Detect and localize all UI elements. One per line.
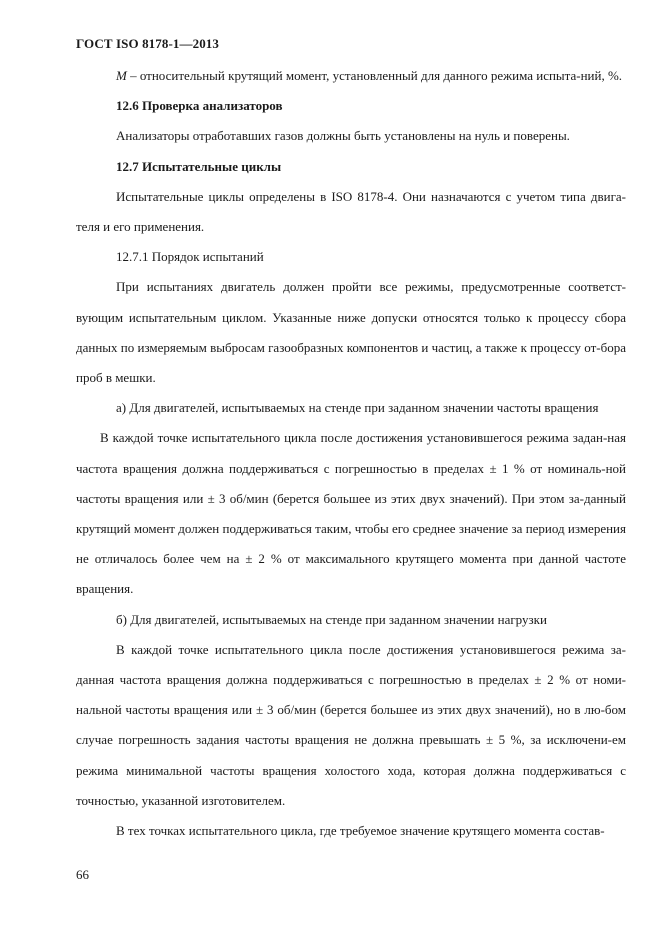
symbol-definition-text: – относительный крутящий момент, установленный для данного режима испыта-ний, %. [126,68,623,83]
page-number: 66 [76,867,89,882]
section-heading-12-6: 12.6 Проверка анализаторов [116,98,283,114]
document-body [76,61,626,846]
analyzer-check-paragraph: Анализаторы отработавших газов должны быть установлены на нуль и поверены. [116,128,570,144]
torque-points-paragraph: В тех точках испытательного цикла, где требуемое значение крутящего момента состав- [116,823,605,839]
item-a-paragraph: а) Для двигателей, испытываемых на стенде при заданном значении частоты вращения [116,400,599,416]
test-procedure-paragraph: При испытаниях двигатель должен пройти все режимы, предусмотренные соответст-вующим испытательным циклом. Указанные ниже допуски относятся только к процессу сбора данных по измеряемым выбросам газообразных компонентов и частиц, а также к процессу от-бора проб в мешки. [76,279,626,386]
load-tolerance-paragraph: В каждой точке испытательного цикла после достижения установившегося режима за-данная частота вращения должна поддерживаться с погрешностью в пределах ± 2 % от номи-нальной частоты вращения или ± 3 об/мин (берется большее из этих двух значений), но в лю-бом случае погрешность задания частоты вращения не должна превышать ± 5 %, за исключени-ем режима минимальной частоты вращения холостого хода, которая должна поддерживаться с точностью, указанной изготовителем. [76,641,626,808]
item-b-paragraph: б) Для двигателей, испытываемых на стенде при заданном значении нагрузки [116,611,547,627]
speed-tolerance-paragraph: В каждой точке испытательного цикла после достижения установившегося режима задан-ная частота вращения должна поддерживаться с погрешностью в пределах ± 1 % от номиналь-ной частоты вращения или ± 3 об/мин (берется большее из этих двух значений). При этом за-данный крутящий момент должен поддерживаться таким, чтобы его среднее значение за период измерения не отличалось более чем на ± 2 % от максимального крутящего момента при данной частоте вращения. [76,430,626,597]
symbol-definition-paragraph [76,61,626,91]
symbol-m: M [116,68,127,83]
test-cycles-paragraph: Испытательные циклы определены в ISO 8178-4. Они назначаются с учетом типа двига-теля и его применения. [76,188,626,235]
document-header: ГОСТ ISO 8178-1—2013 [76,36,220,51]
subsection-heading-12-7-1: 12.7.1 Порядок испытаний [116,249,264,265]
section-heading-12-7: 12.7 Испытательные циклы [116,158,282,174]
